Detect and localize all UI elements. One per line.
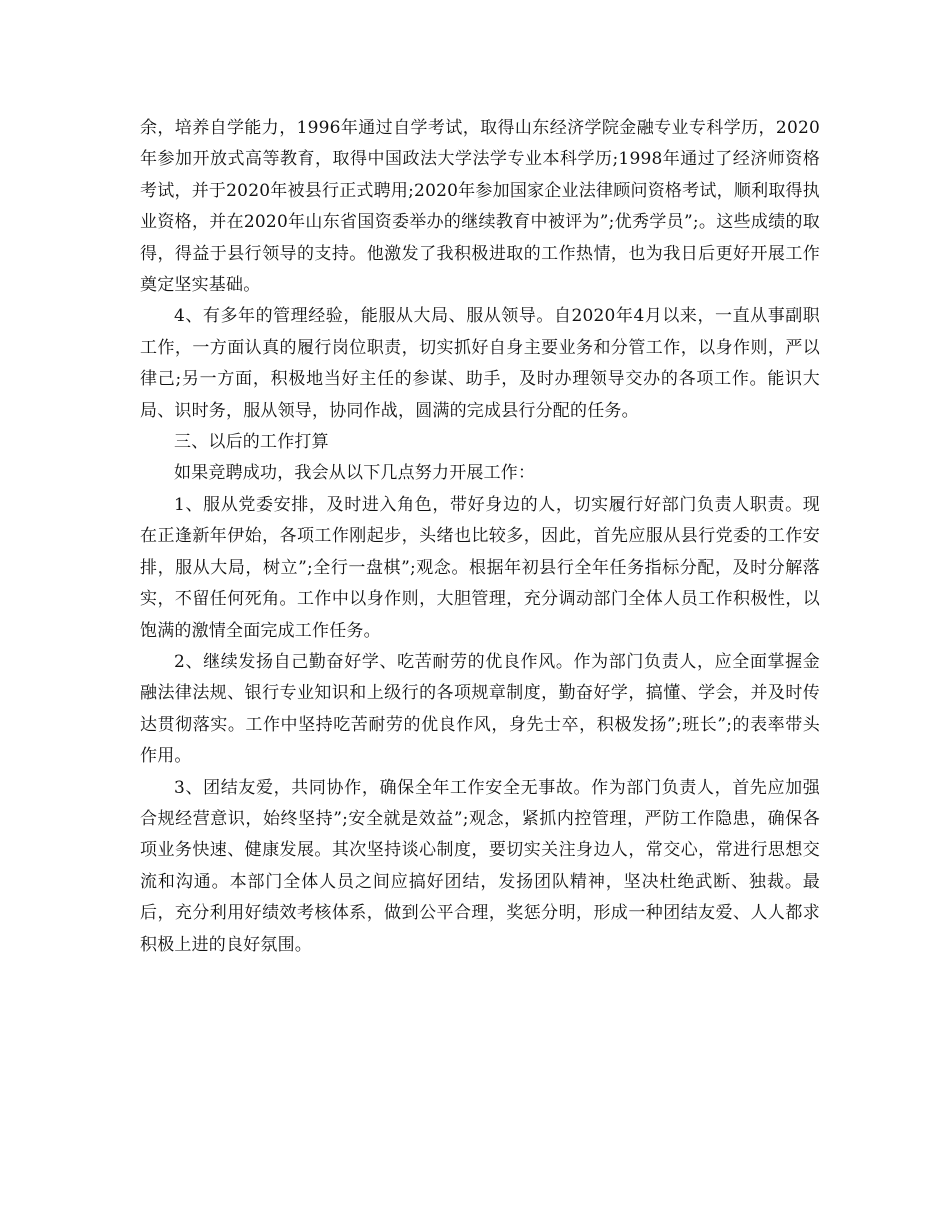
paragraph-point-2: 2、继续发扬自己勤奋好学、吃苦耐劳的优良作风。作为部门负责人，应全面掌握金融法律法规、银行专业知识和上级行的各项规章制度，勤奋好学，搞懂、学会，并及时传达贯彻落实。工作中坚持吃苦耐劳的优良作风，身先士卒，积极发扬”;班长”;的表率带头作用。: [140, 651, 820, 767]
paragraph-point-3: 3、团结友爱，共同协作，确保全年工作安全无事故。作为部门负责人，首先应加强合规经营意识，始终坚持”;安全就是效益”;观念，紧抓内控管理，严防工作隐患，确保各项业务快速、健康发展。其次坚持谈心制度，要切实关注身边人，常交心，常进行思想交流和沟通。本部门全体人员之间应搞好团结，发扬团队精神，坚决杜绝武断、独裁。最后，充分利用好绩效考核体系，做到公平合理，奖惩分明，形成一种团结友爱、人人都求积极上进的良好氛围。: [140, 777, 820, 955]
document-body: [140, 113, 820, 961]
paragraph-continuation: 余，培养自学能力，1996年通过自学考试，取得山东经济学院金融专业专科学历，2020年参加开放式高等教育，取得中国政法大学法学专业本科学历;1998年通过了经济师资格考试，并于2020年被县行正式聘用;2020年参加国家企业法律顾问资格考试，顺利取得执业资格，并在2020年山东省国资委举办的继续教育中被评为”;优秀学员”;。这些成绩的取得，得益于县行领导的支持。他激发了我积极进取的工作热情，也为我日后更好开展工作奠定坚实基础。: [140, 118, 820, 296]
paragraph-point-1: 1、服从党委安排，及时进入角色，带好身边的人，切实履行好部门负责人职责。现在正逢新年伊始，各项工作刚起步，头绪也比较多，因此，首先应服从县行党委的工作安排，服从大局，树立”;全行一盘棋”;观念。根据年初县行全年任务指标分配，及时分解落实，不留任何死角。工作中以身作则，大胆管理，充分调动部门全体人员工作积极性，以饱满的激情全面完成工作任务。: [140, 494, 820, 641]
section-heading-future-plans: 三、以后的工作打算: [174, 432, 329, 453]
paragraph-management-experience: 4、有多年的管理经验，能服从大局、服从领导。自2020年4月以来，一直从事副职工作，一方面认真的履行岗位职责，切实抓好自身主要业务和分管工作，以身作则，严以律己;另一方面，积极地当好主任的参谋、助手，及时办理领导交办的各项工作。能识大局、识时务，服从领导，协同作战，圆满的完成县行分配的任务。: [140, 306, 820, 421]
paragraph-intro: 如果竞聘成功，我会从以下几点努力开展工作：: [174, 463, 536, 484]
